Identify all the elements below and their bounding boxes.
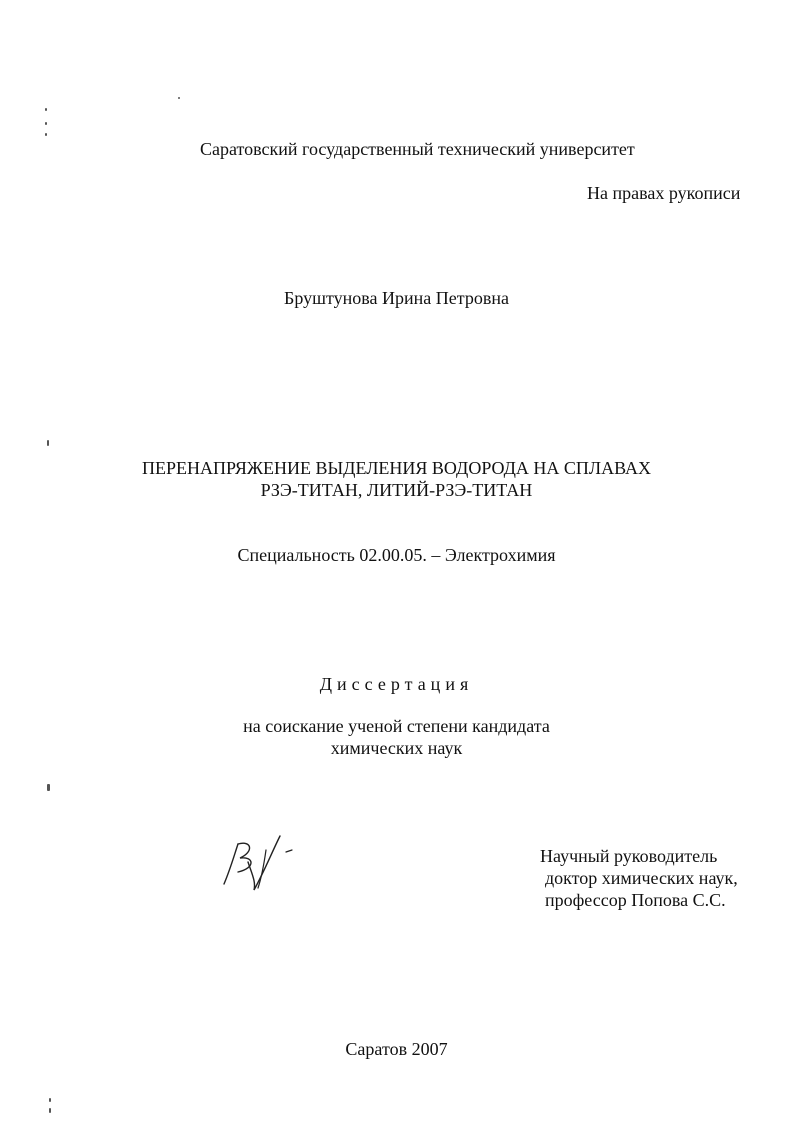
- scan-speck: [45, 122, 47, 125]
- author-signature: [218, 832, 308, 894]
- scan-speck: [49, 1108, 51, 1113]
- scan-speck: [45, 133, 47, 136]
- scan-speck: [178, 97, 180, 99]
- scan-speck: [47, 440, 49, 446]
- city-year: Саратов 2007: [345, 1039, 448, 1059]
- scan-speck: [45, 108, 47, 111]
- supervisor-role: Научный руководитель: [540, 846, 718, 866]
- scan-speck: [47, 784, 50, 791]
- degree-line2: химических наук: [330, 738, 463, 758]
- university-name: Саратовский государственный технический университет: [200, 139, 635, 159]
- supervisor-degree: доктор химических наук,: [545, 868, 738, 888]
- author-name: Бруштунова Ирина Петровна: [284, 288, 509, 308]
- specialty: Специальность 02.00.05. – Электрохимия: [237, 545, 556, 565]
- supervisor-name: профессор Попова С.С.: [545, 890, 726, 910]
- degree-line1: на соискание ученой степени кандидата: [243, 716, 550, 736]
- dissertation-title-line2: РЗЭ-ТИТАН, ЛИТИЙ-РЗЭ-ТИТАН: [260, 480, 533, 500]
- document-type: Диссертация: [319, 674, 474, 694]
- scan-speck: [49, 1098, 51, 1102]
- rights-note: На правах рукописи: [587, 183, 741, 203]
- dissertation-title-line1: ПЕРЕНАПРЯЖЕНИЕ ВЫДЕЛЕНИЯ ВОДОРОДА НА СПЛАВАХ: [141, 458, 652, 478]
